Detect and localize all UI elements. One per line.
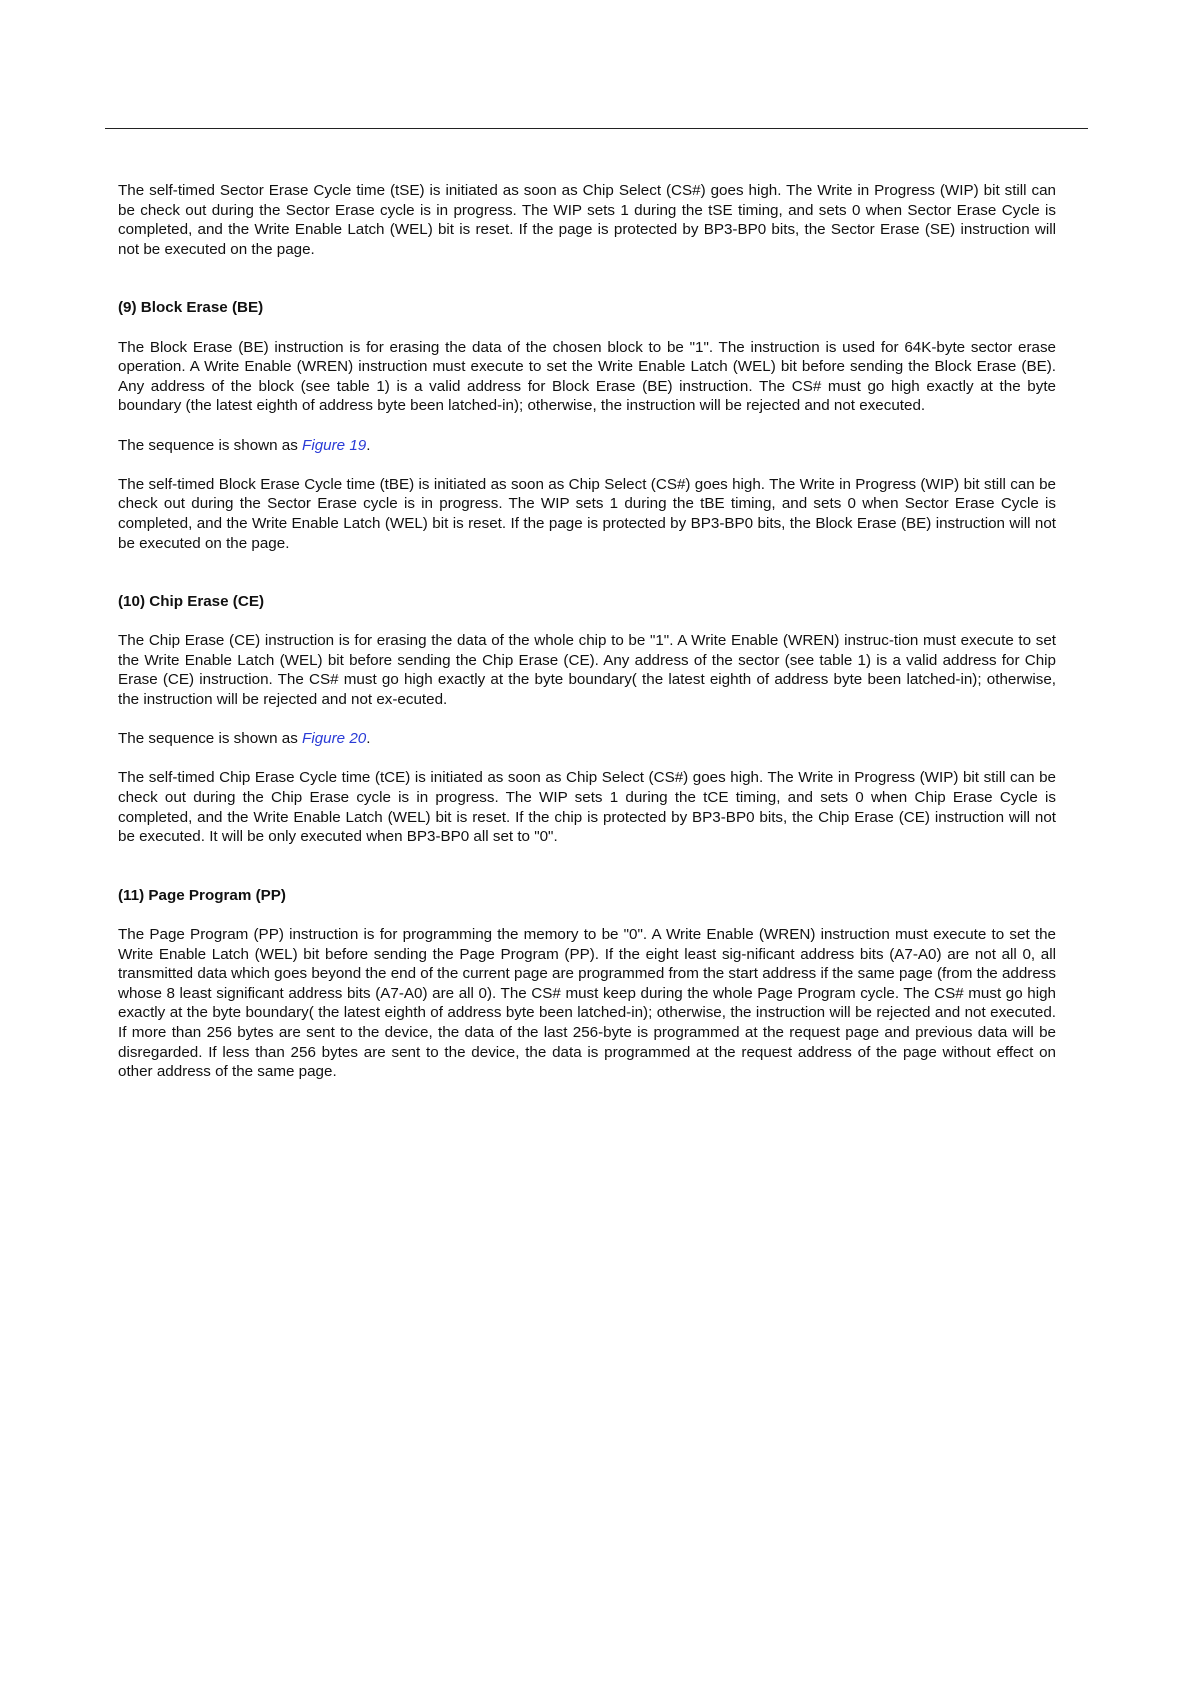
figure-20-link[interactable]: Figure 20 (302, 730, 367, 748)
figure-19-link[interactable]: Figure 19 (302, 436, 367, 454)
block-erase-description-paragraph: The Block Erase (BE) instruction is for erasing the data of the chosen block to be "1". The instruction is used for 64K-byte sector erase operation. A Write Enable (WREN) instruction must execute to set the Write Enable Latch (WEL) bit before sending the Block Erase (BE). Any address of the block (see table 1) is a valid address for Block Erase (BE) instruction. The CS# must go high exactly at the byte boundary (the latest eighth of address byte been latched-in); otherwise, the instruction will be rejected and not executed. (118, 338, 1056, 415)
block-erase-heading: (9) Block Erase (BE) (118, 299, 264, 317)
sequence-suffix: . (366, 730, 371, 748)
page-program-heading: (11) Page Program (PP) (118, 886, 286, 904)
sequence-suffix: . (366, 436, 371, 454)
chip-erase-description-paragraph: The Chip Erase (CE) instruction is for erasing the data of the whole chip to be "1". A Write Enable (WREN) instruc-tion must execute to set the Write Enable Latch (WEL) bit before sending the Chip Erase (CE). Any address of the sector (see table 1) is a valid address for Chip Erase (CE) instruction. The CS# must go high exactly at the byte boundary( the latest eighth of address byte been latched-in); otherwise, the instruction will be rejected and not ex-ecuted. (118, 632, 1056, 709)
chip-erase-timing-paragraph: The self-timed Chip Erase Cycle time (tCE) is initiated as soon as Chip Select (CS#) goes high. The Write in Progress (WIP) bit still can be check out during the Chip Erase cycle is in progress. The WIP sets 1 during the tCE timing, and sets 0 when Chip Erase Cycle is completed, and the Write Enable Latch (WEL) bit is reset. If the chip is protected by BP3-BP0 bits, the Chip Erase (CE) instruction will not be executed. It will be only executed when BP3-BP0 all set to "0". (118, 769, 1056, 846)
document-body (118, 181, 1056, 1082)
block-erase-timing-paragraph: The self-timed Block Erase Cycle time (tBE) is initiated as soon as Chip Select (CS#) goes high. The Write in Progress (WIP) bit still can be check out during the Sector Erase cycle is in progress. The WIP sets 1 during the tBE timing, and sets 0 when Sector Erase Cycle is completed, and the Write Enable Latch (WEL) bit is reset. If the page is protected by BP3-BP0 bits, the Block Erase (BE) instruction will not be executed on the page. (118, 475, 1056, 552)
header-rule (105, 128, 1088, 129)
page-program-description-paragraph: The Page Program (PP) instruction is for programming the memory to be "0". A Write Enable (WREN) instruction must execute to set the Write Enable Latch (WEL) bit before sending the Page Program (PP). If the eight least sig-nificant address bits (A7-A0) are not all 0, all transmitted data which goes beyond the end of the current page are programmed from the start address if the same page (from the address whose 8 least significant address bits (A7-A0) are all 0). The CS# must keep during the whole Page Program cycle. The CS# must go high exactly at the byte boundary( the latest eighth of address byte been latched-in); otherwise, the instruction will be rejected and not executed. If more than 256 bytes are sent to the device, the data of the last 256-byte is programmed at the request page and previous data will be disregarded. If less than 256 bytes are sent to the device, the data is programmed at the request address of the page without effect on other address of the same page. (118, 926, 1056, 1081)
chip-erase-sequence-line (118, 729, 1056, 749)
block-erase-sequence-line (118, 436, 1056, 456)
sequence-prefix: The sequence is shown as (118, 730, 303, 748)
chip-erase-heading: (10) Chip Erase (CE) (118, 593, 265, 611)
sequence-prefix: The sequence is shown as (118, 436, 303, 454)
sector-erase-timing-paragraph: The self-timed Sector Erase Cycle time (tSE) is initiated as soon as Chip Select (CS#) goes high. The Write in Progress (WIP) bit still can be check out during the Sector Erase cycle is in progress. The WIP sets 1 during the tSE timing, and sets 0 when Sector Erase Cycle is completed, and the Write Enable Latch (WEL) bit is reset. If the page is protected by BP3-BP0 bits, the Sector Erase (SE) instruction will not be executed on the page. (118, 182, 1056, 258)
